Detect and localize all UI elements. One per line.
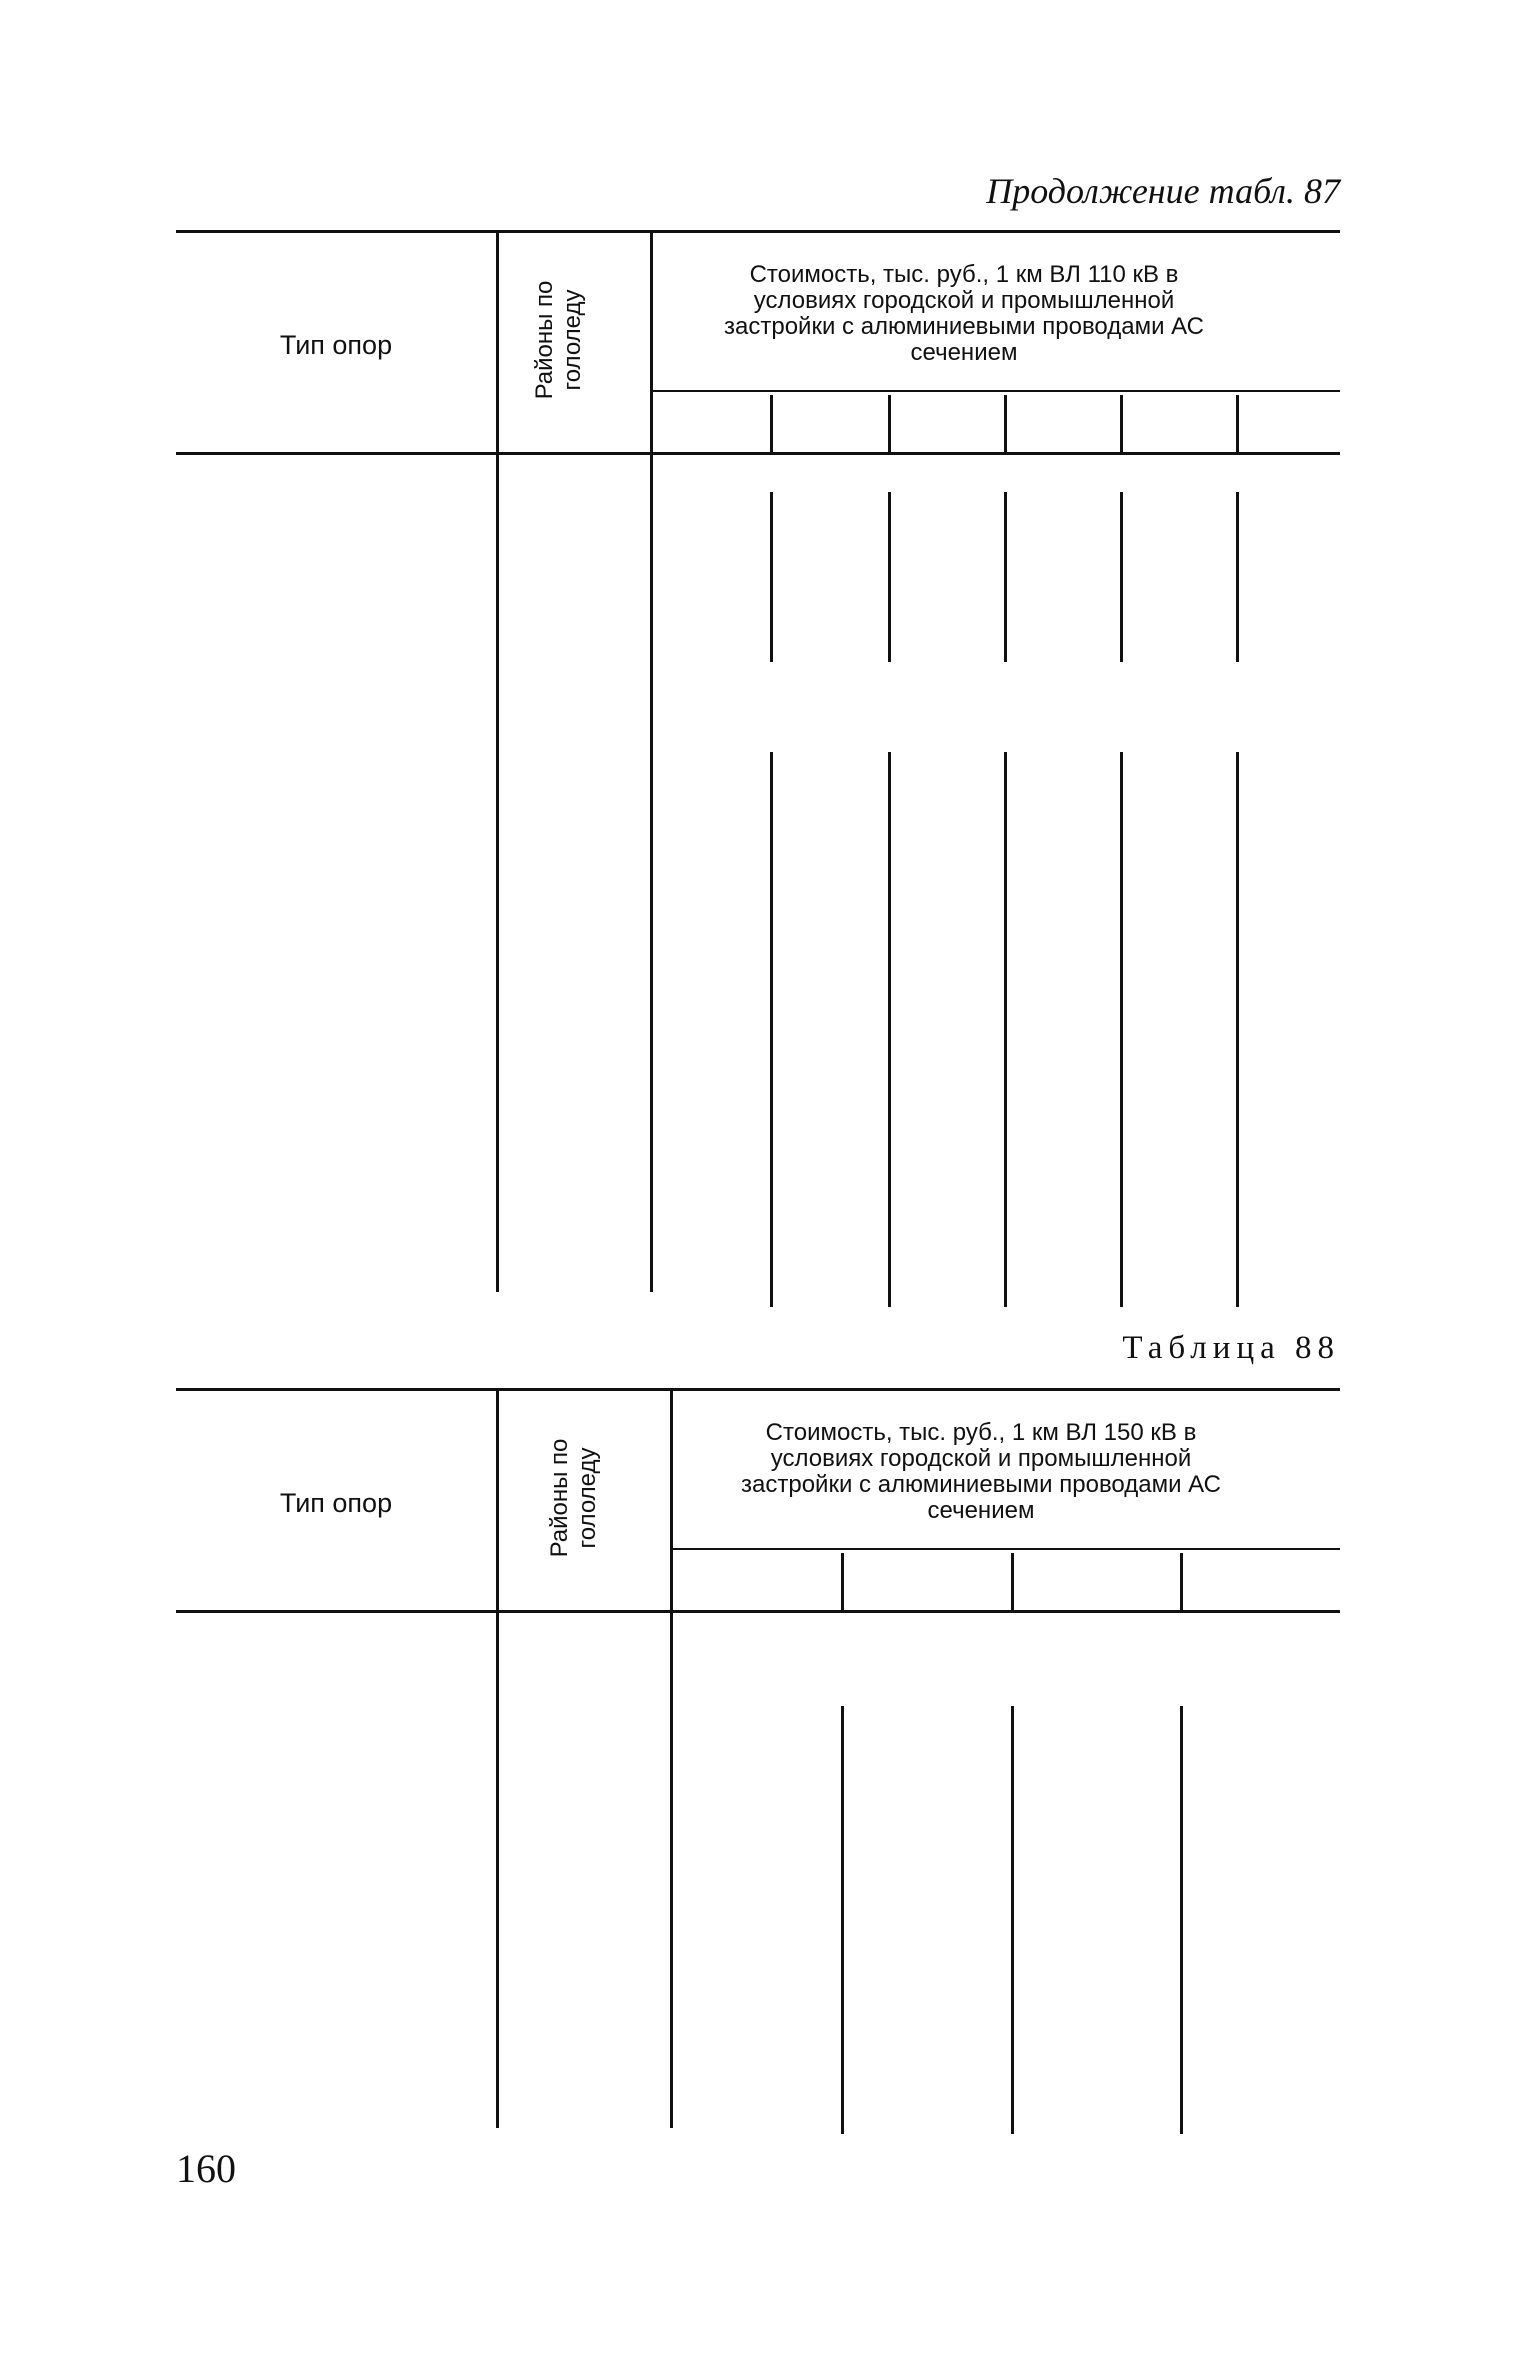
column-rule bbox=[496, 1388, 499, 2128]
column-rule bbox=[1180, 1553, 1183, 1611]
cost-header: Стоимость, тыс. руб., 1 км ВЛ 110 кВ в условиях городской и промышленной застройки с алюминиевыми проводами АС сечением bbox=[724, 261, 1204, 366]
column-rule bbox=[1120, 492, 1123, 662]
column-rule bbox=[1011, 1706, 1014, 2134]
column-rule bbox=[841, 1553, 844, 1611]
table-top-rule bbox=[176, 230, 1340, 233]
column-rule bbox=[770, 752, 773, 1307]
table-top-rule bbox=[176, 1388, 1340, 1391]
table-88 bbox=[176, 1388, 1340, 2138]
continuation-title: Продолжение табл. 87 bbox=[986, 171, 1340, 211]
column-rule bbox=[496, 230, 499, 1292]
column-rule bbox=[770, 492, 773, 662]
column-rule bbox=[1004, 752, 1007, 1307]
region-column-header: Районы по гололеду bbox=[546, 1438, 601, 1558]
column-rule bbox=[888, 492, 891, 662]
column-rule bbox=[1120, 752, 1123, 1307]
table-88-title: Таблица 88 bbox=[1122, 1330, 1340, 1366]
column-rule bbox=[1236, 752, 1239, 1307]
column-rule bbox=[888, 395, 891, 453]
table-87 bbox=[176, 230, 1340, 1305]
column-rule bbox=[650, 230, 653, 1292]
column-rule bbox=[1180, 1706, 1183, 2134]
header-sub-rule bbox=[650, 390, 1340, 392]
column-rule bbox=[1236, 492, 1239, 662]
column-rule bbox=[1120, 395, 1123, 453]
type-column-header: Тип опор bbox=[279, 1488, 393, 1518]
column-rule bbox=[1236, 395, 1239, 453]
header-bottom-rule bbox=[176, 1610, 1340, 1613]
column-rule bbox=[770, 395, 773, 453]
column-rule bbox=[841, 1706, 844, 2134]
region-column-header: Районы по гололеду bbox=[531, 280, 586, 400]
column-rule bbox=[1004, 492, 1007, 662]
type-column-header: Тип опор bbox=[279, 330, 393, 360]
header-bottom-rule bbox=[176, 452, 1340, 455]
cost-header: Стоимость, тыс. руб., 1 км ВЛ 150 кВ в условиях городской и промышленной застройки с алюминиевыми проводами АС сечением bbox=[741, 1419, 1221, 1524]
column-rule bbox=[1004, 395, 1007, 453]
header-sub-rule bbox=[670, 1548, 1340, 1550]
column-rule bbox=[670, 1388, 673, 2128]
column-rule bbox=[888, 752, 891, 1307]
column-rule bbox=[1011, 1553, 1014, 1611]
page-number: 160 bbox=[176, 2146, 236, 2191]
